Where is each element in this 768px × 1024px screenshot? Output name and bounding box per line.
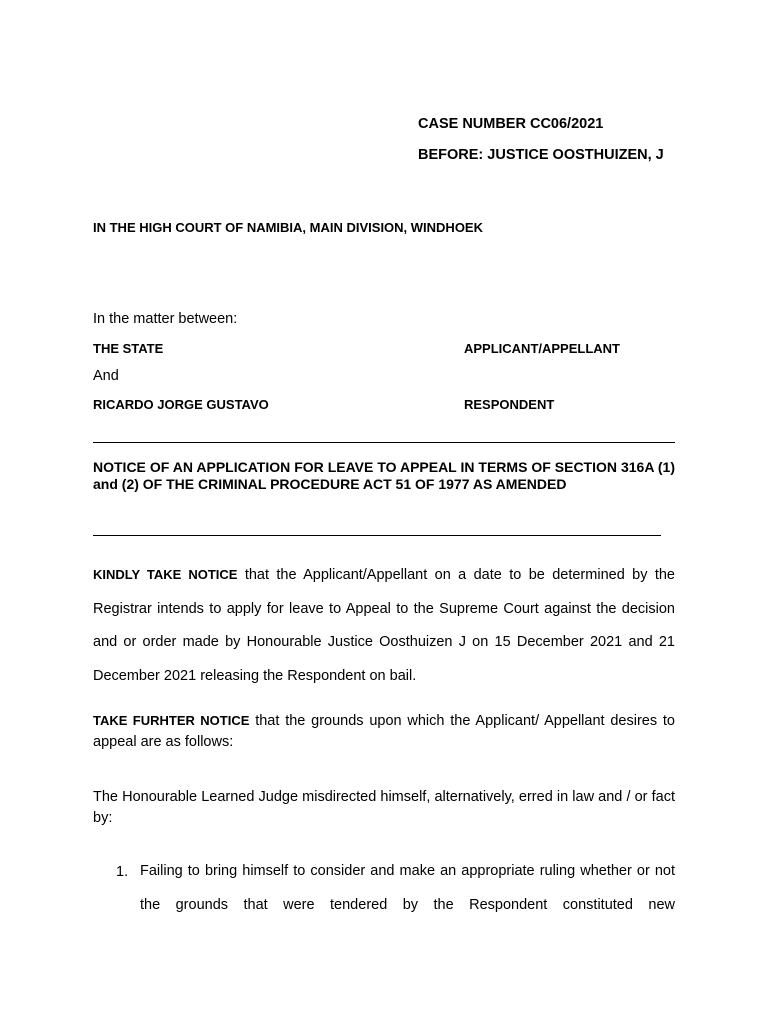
ground-text: Failing to bring himself to consider and make an appropriate ruling whether or not the grounds that were tendered by the Respondent constituted new — [140, 863, 675, 913]
party-first-name: THE STATE — [93, 341, 164, 356]
matter-intro: In the matter between: — [93, 311, 238, 327]
paragraph-lead: TAKE FURHTER NOTICE — [93, 713, 250, 728]
case-number: CASE NUMBER CC06/2021 — [418, 116, 604, 132]
paragraph-text: that the grounds upon which the Applicant/ Appellant desires to appeal are as follows: — [93, 713, 675, 750]
divider-bottom — [93, 535, 661, 536]
party-connector: And — [93, 368, 119, 384]
notice-title: NOTICE OF AN APPLICATION FOR LEAVE TO APPEAL IN TERMS OF SECTION 316A (1) and (2) OF THE CRIMINAL PROCEDURE ACT 51 OF 1977 AS AMENDED — [93, 459, 675, 492]
paragraph-misdirection: The Honourable Learned Judge misdirected himself, alternatively, erred in law and / or fact by: — [93, 789, 675, 826]
paragraph-kindly-take-notice — [93, 558, 675, 693]
party-second-role: RESPONDENT — [464, 397, 555, 412]
party-second-name: RICARDO JORGE GUSTAVO — [93, 397, 269, 412]
court-heading: IN THE HIGH COURT OF NAMIBIA, MAIN DIVISION, WINDHOEK — [93, 220, 483, 235]
ground-number: 1. — [116, 864, 129, 880]
paragraph-take-further-notice — [93, 711, 675, 752]
party-first-role: APPLICANT/APPELLANT — [464, 341, 620, 356]
paragraph-text: that the Applicant/Appellant on a date to be determined by the Registrar intends to apply for leave to Appeal to the Supreme Court against the decision and or order made by Honourable Justice Oosthuizen J on 15 December 2021 and 21 December 2021 releasing the Respondent on bail. — [93, 567, 675, 684]
paragraph-lead: KINDLY TAKE NOTICE — [93, 567, 238, 582]
divider-top — [93, 442, 675, 443]
before-judge: BEFORE: JUSTICE OOSTHUIZEN, J — [418, 147, 664, 163]
